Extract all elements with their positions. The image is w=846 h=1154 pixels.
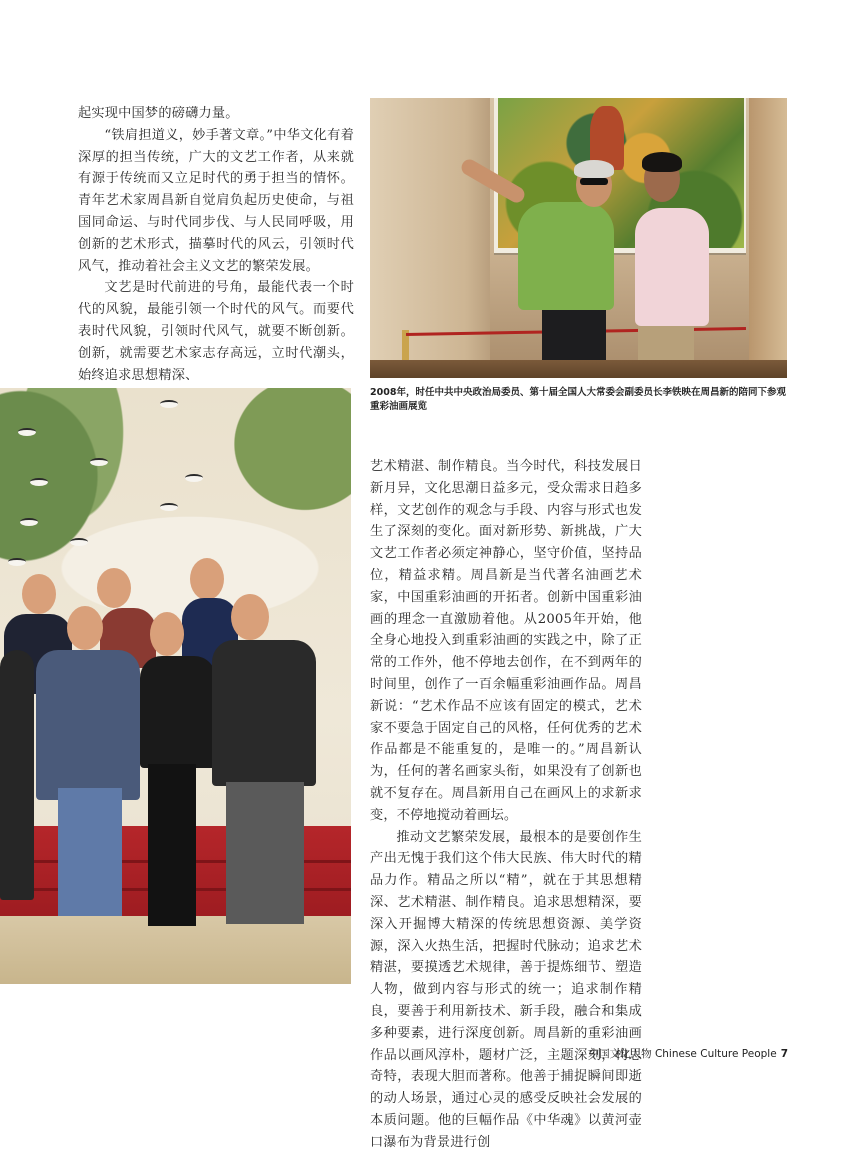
paragraph: “铁肩担道义，妙手著文章。”中华文化有着深厚的担当传统，广大的文艺工作者，从来就有源于传统而又立足时代的勇于担当的情怀。青年艺术家周昌新自觉肩负起历史使命，与祖国同命运、与时代同步伐、与人民同呼吸，用创新的艺术形式，描摹时代的风云，引领时代风气，推动着社会主义文艺的繁荣发展。 <box>78 127 354 274</box>
paragraph: 推动文艺繁荣发展，最根本的是要创作生产出无愧于我们这个伟大民族、伟大时代的精品力作。精品之所以“精”，就在于其思想精深、艺术精湛、制作精良。追求思想精深，要深入开掘博大精深的传统思想资源、美学资源，深入火热生活，把握时代脉动；追求艺术精湛，要摸透艺术规律，善于提炼细节、塑造人物，做到内容与形式的统一；追求制作精良，要善于利用新技术、新手段，融合和集成多种要素，进行深度创新。周昌新的重彩油画作品以画风淳朴，题材广泛，主题深刻，构思奇特，表现大胆而著称。他善于捕捉瞬间即逝的动人场景，通过心灵的感受反映社会发展的本质问题。他的巨幅作品《中华魂》以黄河壶口瀑布为背景进行创 <box>370 829 642 1150</box>
group-photo <box>0 388 351 984</box>
page-number: 7 <box>780 1048 788 1060</box>
paragraph: 起实现中国梦的磅礴力量。 <box>78 106 239 121</box>
article-column-top <box>78 103 354 386</box>
photo-caption: 2008年，时任中共中央政治局委员、第十届全国人大常委会副委员长李铁映在周昌新的陪同下参观重彩油画展览 <box>370 387 786 412</box>
paragraph: 文艺是时代前进的号角，最能代表一个时代的风貌，最能引领一个时代的风气。而要代表时代风貌，引领时代风气，就要不断创新。创新，就需要艺术家志存高远，立时代潮头，始终追求思想精深、 <box>78 280 354 383</box>
page-footer <box>589 1046 788 1061</box>
magazine-name: 中国文化人物 Chinese Culture People <box>588 1048 777 1060</box>
paragraph: 艺术精湛、制作精良。当今时代，科技发展日新月异，文化思潮日益多元，受众需求日趋多样，文艺创作的观念与手段、内容与形式也发生了深刻的变化。面对新形势、新挑战，广大文艺工作者必须定神静心，坚守价值，坚持品位，精益求精。周昌新是当代著名油画艺术家，中国重彩油画的开拓者。创新中国重彩油画的理念一直激励着他。从2005年开始，他全身心地投入到重彩油画的实践之中，除了正常的工作外，他不停地去创作，在不到两年的时间里，创作了一百余幅重彩油画作品。周昌新说：“艺术作品不应该有固定的模式，艺术家不要急于固定自己的风格，任何优秀的艺术作品都是不能重复的，是唯一的。”周昌新认为，任何的著名画家头衔，如果没有了创新也就不复存在。周昌新用自己在画风上的求新求变，不停地搅动着画坛。 <box>370 459 642 823</box>
exhibition-photo <box>370 98 787 378</box>
